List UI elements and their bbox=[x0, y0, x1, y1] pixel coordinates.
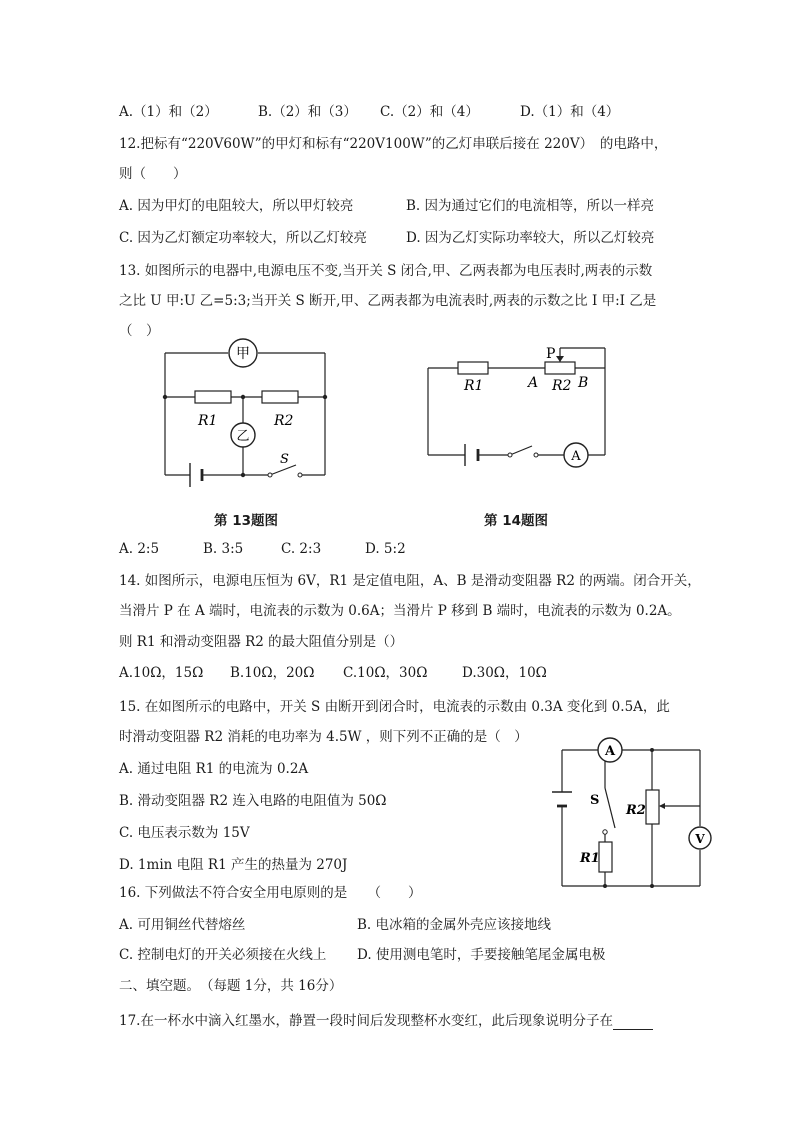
q16-option-a: A. 可用铜丝代替熔丝 bbox=[119, 917, 246, 933]
end-a-label: A bbox=[528, 375, 539, 391]
q17-answer-blank bbox=[613, 1015, 653, 1030]
q12-option-c: C. 因为乙灯额定功率较大，所以乙灯较亮 bbox=[119, 230, 367, 246]
q13-stem-line3: （ ） bbox=[119, 323, 160, 339]
q14-option-d: D.30Ω，10Ω bbox=[462, 665, 547, 681]
q13-option-d: D. 5:2 bbox=[365, 541, 406, 557]
r1-label: R1 bbox=[198, 413, 218, 429]
q13-stem-line1: 13. 如图所示的电器中,电源电压不变,当开关 S 闭合,甲、乙两表都为电压表时,两表的示数 bbox=[119, 263, 653, 279]
end-b-label: B bbox=[578, 375, 589, 391]
q12-option-d: D. 因为乙灯实际功率较大，所以乙灯较亮 bbox=[406, 230, 655, 246]
q13-option-b: B. 3:5 bbox=[203, 541, 244, 557]
q15-option-b: B. 滑动变阻器 R2 连入电路的电阻值为 50Ω bbox=[119, 793, 387, 809]
q11-option-a: A.（1）和（2） bbox=[119, 104, 218, 120]
q12-stem-line1: 12.把标有“220V60W”的甲灯和标有“220V100W”的乙灯串联后接在 220V） 的电路中， bbox=[119, 136, 668, 152]
figure-13-caption: 第 13题图 bbox=[214, 513, 278, 529]
r2-label: R2 bbox=[274, 413, 294, 429]
ammeter-label: A bbox=[571, 449, 581, 464]
figure-14-caption: 第 14题图 bbox=[484, 513, 548, 529]
r1-label: R1 bbox=[464, 378, 484, 394]
meter-yi-label: 乙 bbox=[236, 429, 250, 444]
q13-stem-line2: 之比 U 甲:U 乙=5:3;当开关 S 断开,甲、乙两表都为电流表时,两表的示数之比 I 甲:I 乙是 bbox=[119, 293, 657, 309]
r2-label: R2 bbox=[626, 803, 646, 818]
slider-p-label: P bbox=[546, 346, 556, 362]
q12-stem-line2: 则（ ） bbox=[119, 166, 187, 182]
circuit-figure-15 bbox=[540, 728, 720, 893]
switch-s-label: S bbox=[590, 793, 600, 808]
voltmeter-label: V bbox=[695, 832, 705, 846]
q14-stem-line1: 14. 如图所示，电源电压恒为 6V，R1 是定值电阻，A、B 是滑动变阻器 R2 的两端。闭合开关， bbox=[119, 573, 701, 589]
q12-option-b: B. 因为通过它们的电流相等，所以一样亮 bbox=[406, 198, 655, 214]
q16-option-b: B. 电冰箱的金属外壳应该接地线 bbox=[357, 917, 552, 933]
q11-option-d: D.（1）和（4） bbox=[520, 104, 620, 120]
switch-s-label: S bbox=[280, 452, 289, 467]
q15-option-a: A. 通过电阻 R1 的电流为 0.2A bbox=[119, 761, 309, 777]
ammeter-label: A bbox=[604, 744, 616, 759]
q13-option-c: C. 2:3 bbox=[281, 541, 322, 557]
q14-option-a: A.10Ω，15Ω bbox=[119, 665, 204, 681]
q15-option-c: C. 电压表示数为 15V bbox=[119, 825, 250, 841]
q15-stem-line2: 时滑动变阻器 R2 消耗的电功率为 4.5W ，则下列不正确的是（ ） bbox=[119, 729, 528, 745]
r2-label: R2 bbox=[552, 378, 572, 394]
circuit-figure-14 bbox=[420, 340, 620, 475]
q12-option-a: A. 因为甲灯的电阻较大，所以甲灯较亮 bbox=[119, 198, 354, 214]
circuit-figure-13 bbox=[150, 335, 340, 495]
q14-option-c: C.10Ω，30Ω bbox=[343, 665, 428, 681]
q11-option-b: B.（2）和（3） bbox=[258, 104, 357, 120]
r1-label: R1 bbox=[580, 851, 600, 866]
q11-option-c: C.（2）和（4） bbox=[380, 104, 479, 120]
q16-stem: 16. 下列做法不符合安全用电原则的是 （ ） bbox=[119, 885, 422, 901]
q17-text: 17.在一杯水中滴入红墨水，静置一段时间后发现整杯水变红，此后现象说明分子在 bbox=[119, 1013, 613, 1029]
meter-jia-label: 甲 bbox=[236, 346, 250, 362]
section-2-heading: 二、填空题。 （每题 1分，共 16分） bbox=[119, 978, 343, 994]
q15-stem-line1: 15. 在如图所示的电路中，开关 S 由断开到闭合时，电流表的示数由 0.3A 变化到 0.5A，此 bbox=[119, 699, 670, 715]
q16-option-c: C. 控制电灯的开关必须接在火线上 bbox=[119, 947, 327, 963]
q14-stem-line2: 当滑片 P 在 A 端时，电流表的示数为 0.6A；当滑片 P 移到 B 端时，电流表的示数为 0.2A。 bbox=[119, 603, 681, 619]
q14-option-b: B.10Ω，20Ω bbox=[230, 665, 315, 681]
q14-stem-line3: 则 R1 和滑动变阻器 R2 的最大阻值分别是（） bbox=[119, 634, 404, 650]
q15-option-d: D. 1min 电阻 R1 产生的热量为 270J bbox=[119, 857, 348, 873]
q16-option-d: D. 使用测电笔时，手要接触笔尾金属电极 bbox=[357, 947, 606, 963]
q13-option-a: A. 2:5 bbox=[119, 541, 160, 557]
q17-line bbox=[119, 1012, 653, 1030]
